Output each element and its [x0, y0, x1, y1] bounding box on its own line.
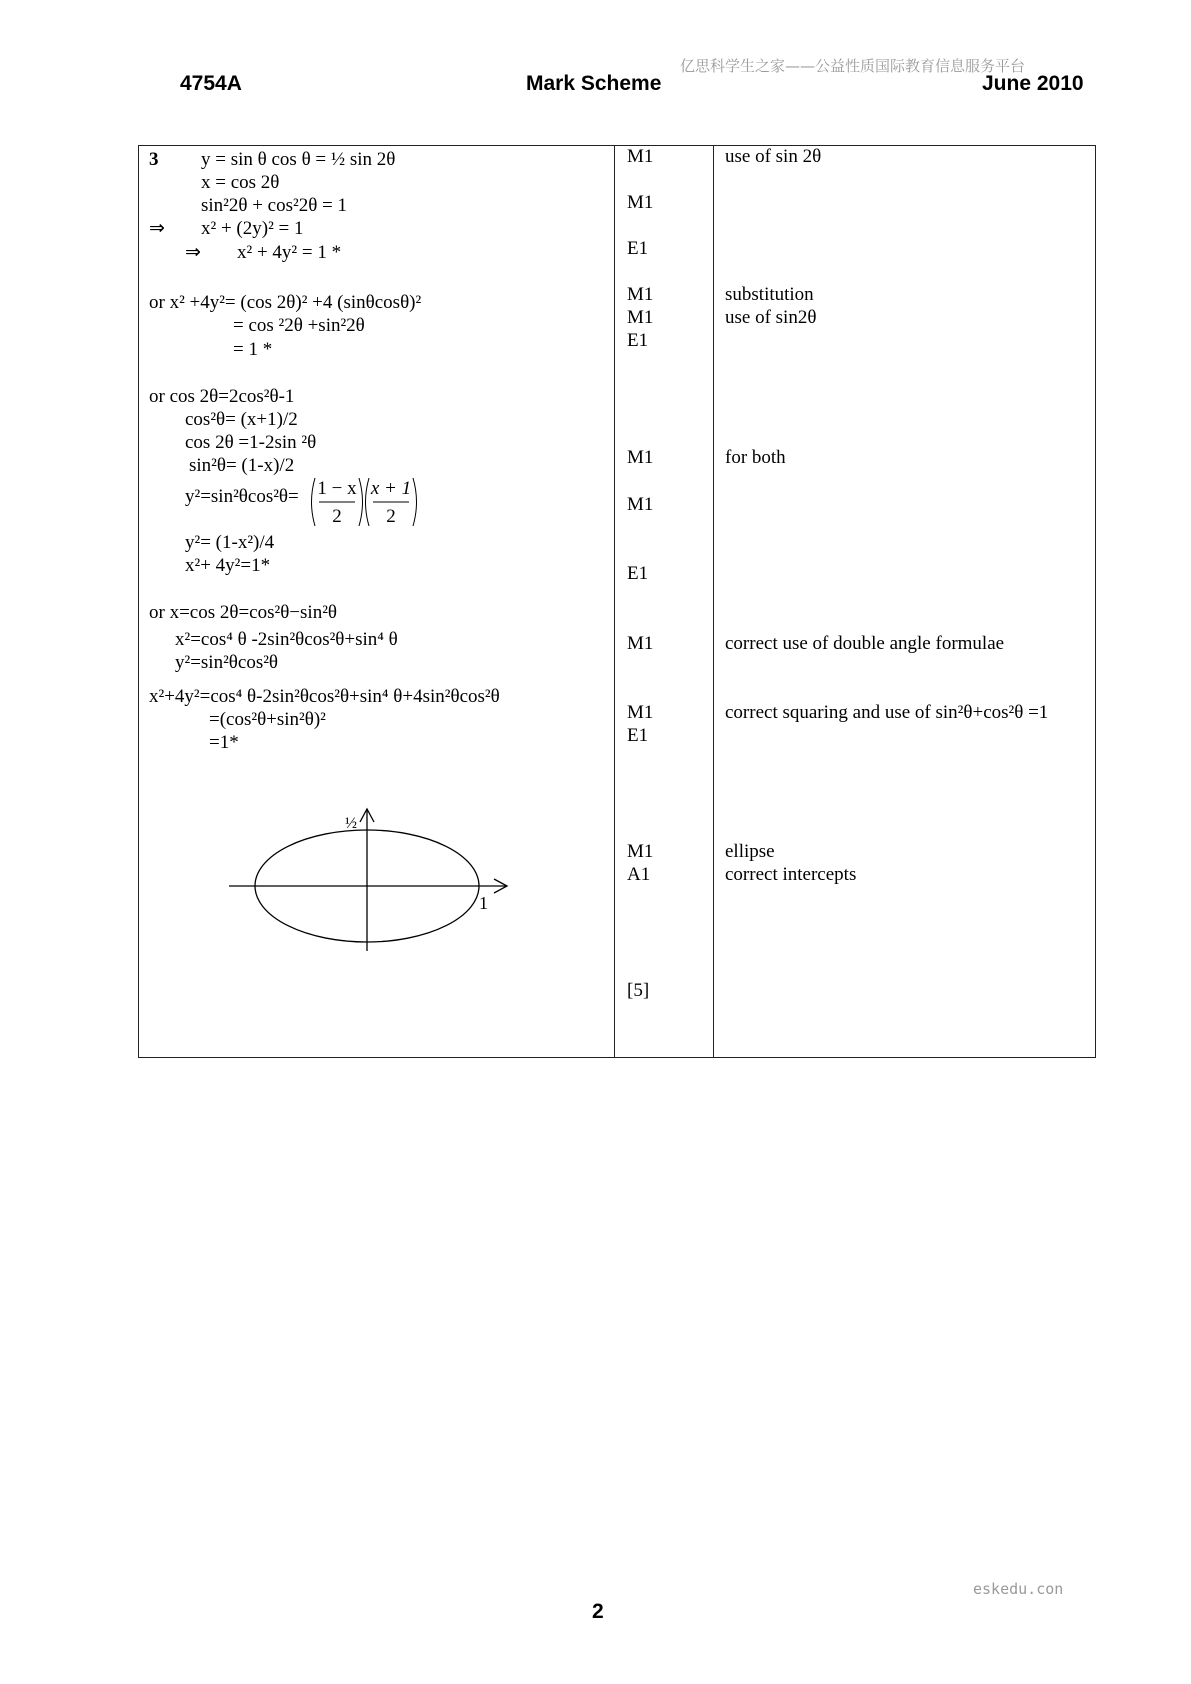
exam-date: June 2010 — [982, 72, 1084, 95]
fraction-product — [307, 474, 417, 530]
mark: E1 — [627, 330, 649, 351]
ellipse-sketch — [229, 801, 529, 961]
column-divider-marks — [614, 146, 615, 1057]
fraction-denominator: 2 — [332, 506, 342, 527]
paper-code: 4754A — [180, 72, 242, 95]
working-line: y = sin θ cos θ = ½ sin 2θ — [201, 149, 396, 170]
question-number: 3 — [149, 149, 159, 170]
comment: correct use of double angle formulae — [725, 633, 1005, 654]
working-line: sin²θ= (1-x)/2 — [189, 455, 295, 476]
working-line: cos²θ= (x+1)/2 — [185, 409, 298, 430]
working-line: y²=sin²θcos²θ= — [185, 486, 299, 507]
mark: M1 — [627, 841, 654, 862]
working-line: x² + (2y)² = 1 — [201, 218, 304, 239]
mark: M1 — [627, 702, 654, 723]
working-line: sin²2θ + cos²2θ = 1 — [201, 195, 348, 216]
fraction-denominator: 2 — [386, 506, 396, 527]
working-line: x = cos 2θ — [201, 172, 280, 193]
working-line: =1* — [209, 732, 239, 753]
working-line: x² + 4y² = 1 * — [237, 242, 342, 263]
working-line: or x=cos 2θ=cos²θ−sin²θ — [149, 602, 337, 623]
implies-arrow: ⇒ — [149, 218, 165, 239]
comment: ellipse — [725, 841, 775, 862]
working-line: or x² +4y²= (cos 2θ)² +4 (sinθcosθ)² — [149, 292, 422, 313]
mark: E1 — [627, 563, 649, 584]
mark: M1 — [627, 192, 654, 213]
comment: use of sin2θ — [725, 307, 817, 328]
mark: M1 — [627, 447, 654, 468]
working-line: x²+4y²=cos⁴ θ-2sin²θcos²θ+sin⁴ θ+4sin²θcos²θ — [149, 686, 500, 707]
working-line: = 1 * — [233, 339, 273, 360]
working-line: or cos 2θ=2cos²θ-1 — [149, 386, 295, 407]
working-line: y²=sin²θcos²θ — [175, 652, 279, 673]
comment: correct squaring and use of sin²θ+cos²θ =1 — [725, 702, 1049, 723]
working-line: = cos ²2θ +sin²2θ — [233, 315, 365, 336]
working-line: =(cos²θ+sin²θ)² — [209, 709, 326, 730]
fraction-numerator: x + 1 — [370, 478, 412, 499]
fraction-numerator: 1 − x — [317, 478, 357, 499]
mark: M1 — [627, 494, 654, 515]
comment: use of sin 2θ — [725, 146, 822, 167]
watermark-bottom: eskedu.con — [973, 1580, 1064, 1598]
column-divider-comments — [713, 146, 714, 1057]
working-line: cos 2θ =1-2sin ²θ — [185, 432, 317, 453]
watermark-top: 亿思科学生之家——公益性质国际教育信息服务平台 — [680, 57, 1026, 75]
mark: M1 — [627, 284, 654, 305]
mark: E1 — [627, 238, 649, 259]
working-line: x²+ 4y²=1* — [185, 555, 271, 576]
page-number: 2 — [592, 1600, 604, 1623]
y-intercept-label: ½ — [345, 815, 357, 832]
comment: substitution — [725, 284, 814, 305]
mark-scheme-table — [138, 145, 1096, 1058]
mark: E1 — [627, 725, 649, 746]
mark: A1 — [627, 864, 651, 885]
working-line: y²= (1-x²)/4 — [185, 532, 275, 553]
comment: for both — [725, 447, 786, 468]
total-mark: [5] — [627, 980, 650, 1001]
x-intercept-label: 1 — [479, 893, 488, 913]
working-line: x²=cos⁴ θ -2sin²θcos²θ+sin⁴ θ — [175, 629, 398, 650]
mark: M1 — [627, 633, 654, 654]
page-title: Mark Scheme — [526, 72, 662, 95]
implies-arrow: ⇒ — [185, 242, 201, 263]
mark: M1 — [627, 146, 654, 167]
comment: correct intercepts — [725, 864, 857, 885]
mark: M1 — [627, 307, 654, 328]
